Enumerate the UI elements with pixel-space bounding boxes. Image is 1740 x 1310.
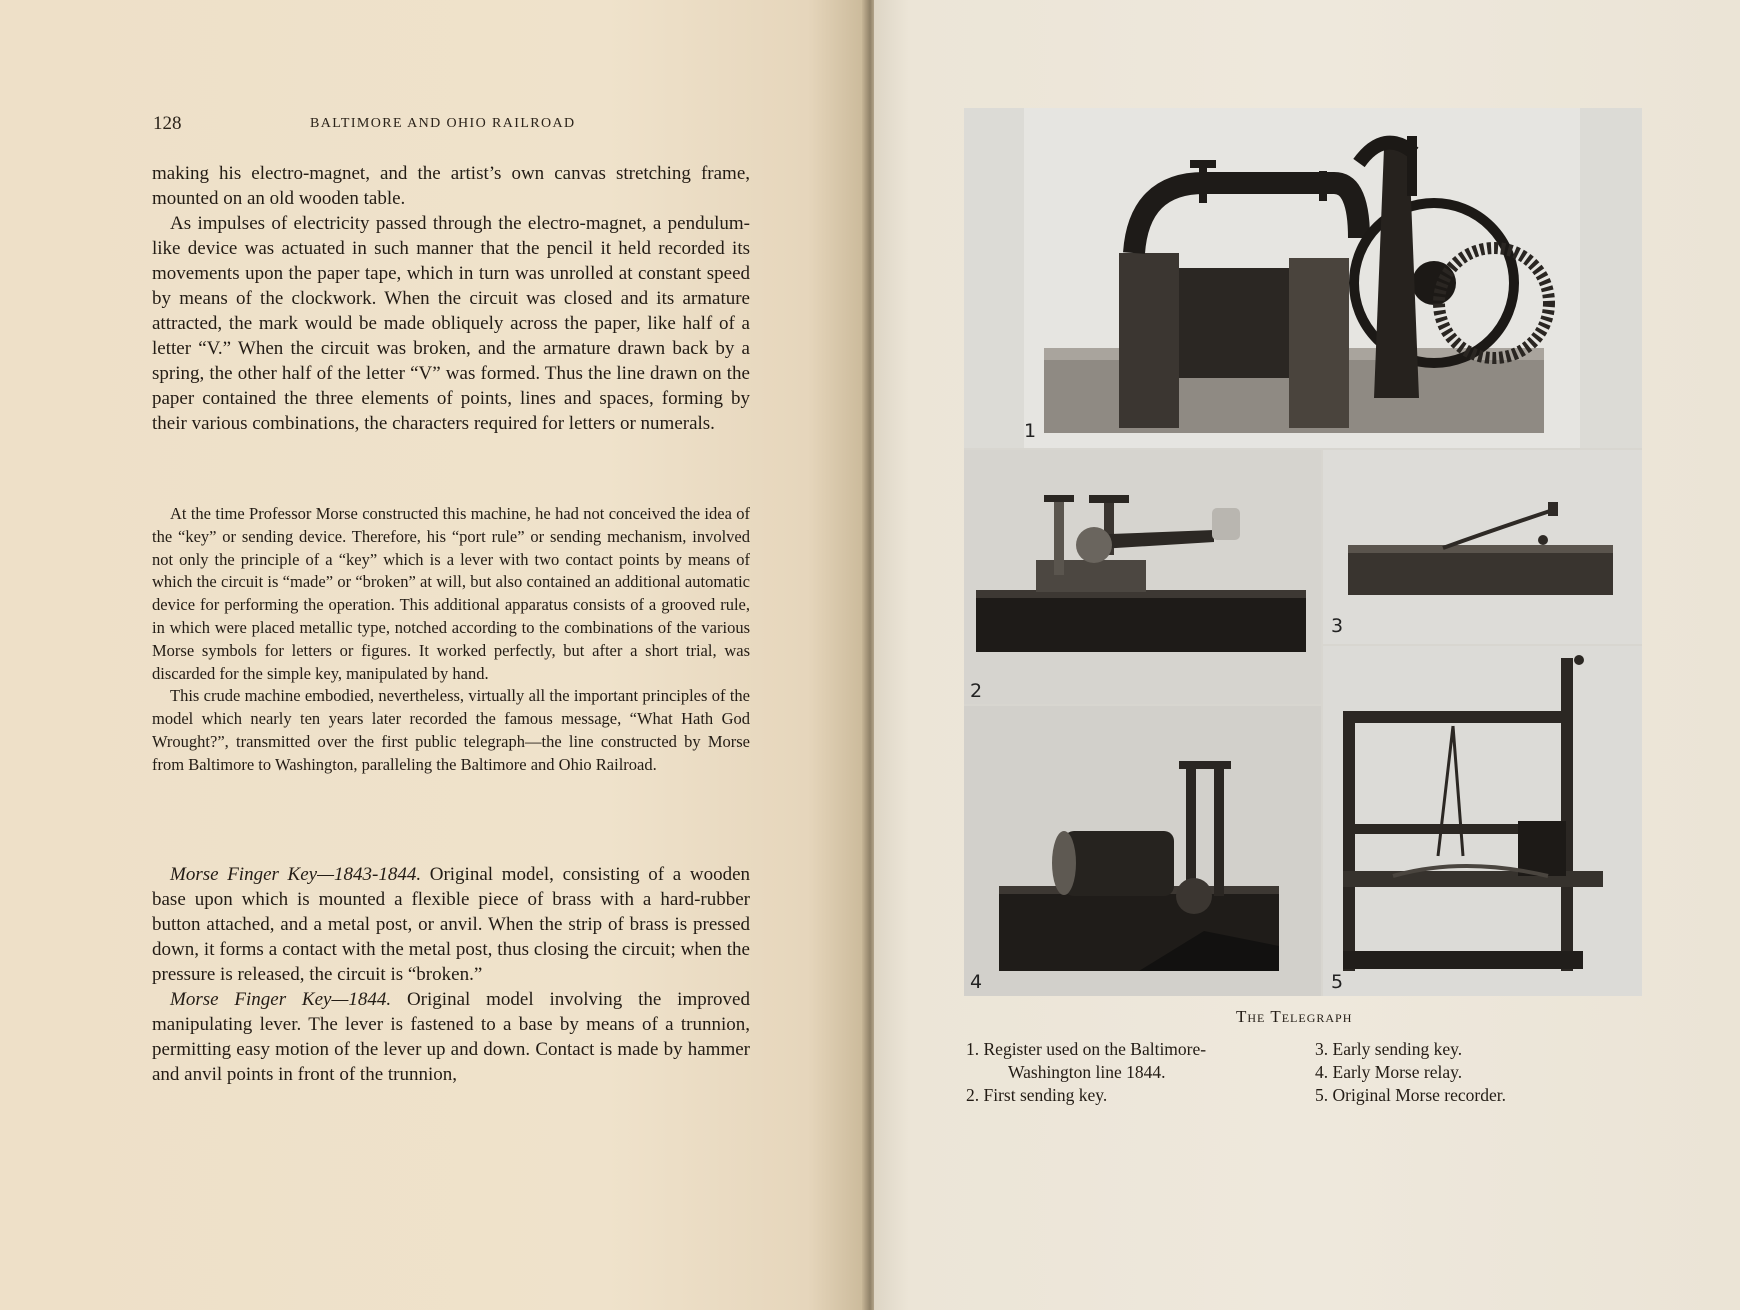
paragraph-1 <box>152 161 750 436</box>
running-head <box>153 113 753 139</box>
figure-number-5: 5 <box>1331 971 1344 993</box>
paragraph-3-text: At the time Professor Morse constructed this machine, he had not conceived the idea of the “key” or sending device. Therefore, his “port rule” or sending mechanism, involved not only the principle of a “key” which is a lever with two contact points by means of which the circuit is “made” or “broken” at will, but also contained an additional automatic device for performing the operation. This additional apparatus consists of a grooved rule, in which were placed metallic type, notched according to the combinations of the various Morse symbols for letters or figures. It worked perfectly, but after a short trial, was discarded for the simple key, manipulated by hand. <box>152 504 750 683</box>
figure-number-2: 2 <box>970 680 983 702</box>
paragraph-6-title: Morse Finger Key—1844. <box>170 989 392 1010</box>
running-head-title: BALTIMORE AND OHIO RAILROAD <box>310 116 576 131</box>
figure-5-original-morse-recorder <box>1323 646 1642 996</box>
caption-2: 2. First sending key. <box>966 1085 1108 1105</box>
caption-1a: 1. Register used on the Baltimore- <box>966 1039 1207 1059</box>
paragraph-5-title: Morse Finger Key—1843-1844. <box>170 864 422 885</box>
figure-3-early-sending-key <box>1323 450 1642 644</box>
figure-2-first-sending-key <box>964 450 1321 704</box>
recorder-illustration <box>1323 646 1642 996</box>
relay-illustration <box>964 706 1321 996</box>
sending-key-illustration <box>964 450 1321 704</box>
caption-5: 5. Original Morse recorder. <box>1315 1085 1506 1105</box>
figure-1-register <box>964 108 1642 448</box>
small-print-block <box>152 503 750 777</box>
caption-4: 4. Early Morse relay. <box>1315 1062 1463 1082</box>
finger-key-block <box>152 862 750 1087</box>
early-key-illustration <box>1323 450 1642 644</box>
caption-title: The Telegraph <box>1236 1007 1353 1026</box>
register-illustration <box>964 108 1642 448</box>
paragraph-5 <box>152 862 750 987</box>
caption-3: 3. Early sending key. <box>1315 1039 1463 1059</box>
paragraph-1-text: making his electro-magnet, and the artist’s own canvas stretching frame, mounted on an old wooden table. <box>152 163 750 209</box>
figure-4-early-morse-relay <box>964 706 1321 996</box>
paragraph-6-text: Original model involving the improved manipulating lever. The lever is fastened to a base by means of a trunnion, permitting easy motion of the lever up and down. Contact is made by hammer and anvil points in front of the trunnion, <box>152 989 750 1085</box>
paragraph-6 <box>152 987 750 1087</box>
page-number: 128 <box>153 113 182 134</box>
paragraph-4-text: This crude machine embodied, nevertheless, virtually all the important principles of the model which nearly ten years later recorded the famous message, “What Hath God Wrought?”, transmitted over the first public telegraph—the line constructed by Morse from Baltimore to Washington, paralleling the Baltimore and Ohio Railroad. <box>152 686 750 774</box>
figure-number-4: 4 <box>970 971 983 993</box>
figure-number-1: 1 <box>1024 420 1037 442</box>
paragraph-2-text: As impulses of electricity passed through the electro-magnet, a pendulum-like device was actuated in such manner that the pencil it held recorded its movements upon the paper tape, which in turn was unrolled at constant speed by means of the clockwork. When the circuit was closed and its armature attracted, the mark would be made obliquely across the paper, like half of a letter “V.” When the circuit was broken, and the armature drawn back by a spring, the other half of the letter “V” was formed. Thus the line drawn on the paper contained the three elements of points, lines and spaces, forming by their various combinations, the characters required for letters or numerals. <box>152 213 750 434</box>
telegraph-plate <box>964 108 1642 996</box>
paragraph-5-text: Original model, consisting of a wooden base upon which is mounted a flexible piece of brass with a hard-rubber button attached, and a metal post, or anvil. When the strip of brass is pressed down, it forms a contact with the metal post, thus closing the circuit; when the pressure is released, the circuit is “broken.” <box>152 864 750 985</box>
figure-number-3: 3 <box>1331 615 1344 637</box>
caption-1b: Washington line 1844. <box>1008 1062 1166 1082</box>
